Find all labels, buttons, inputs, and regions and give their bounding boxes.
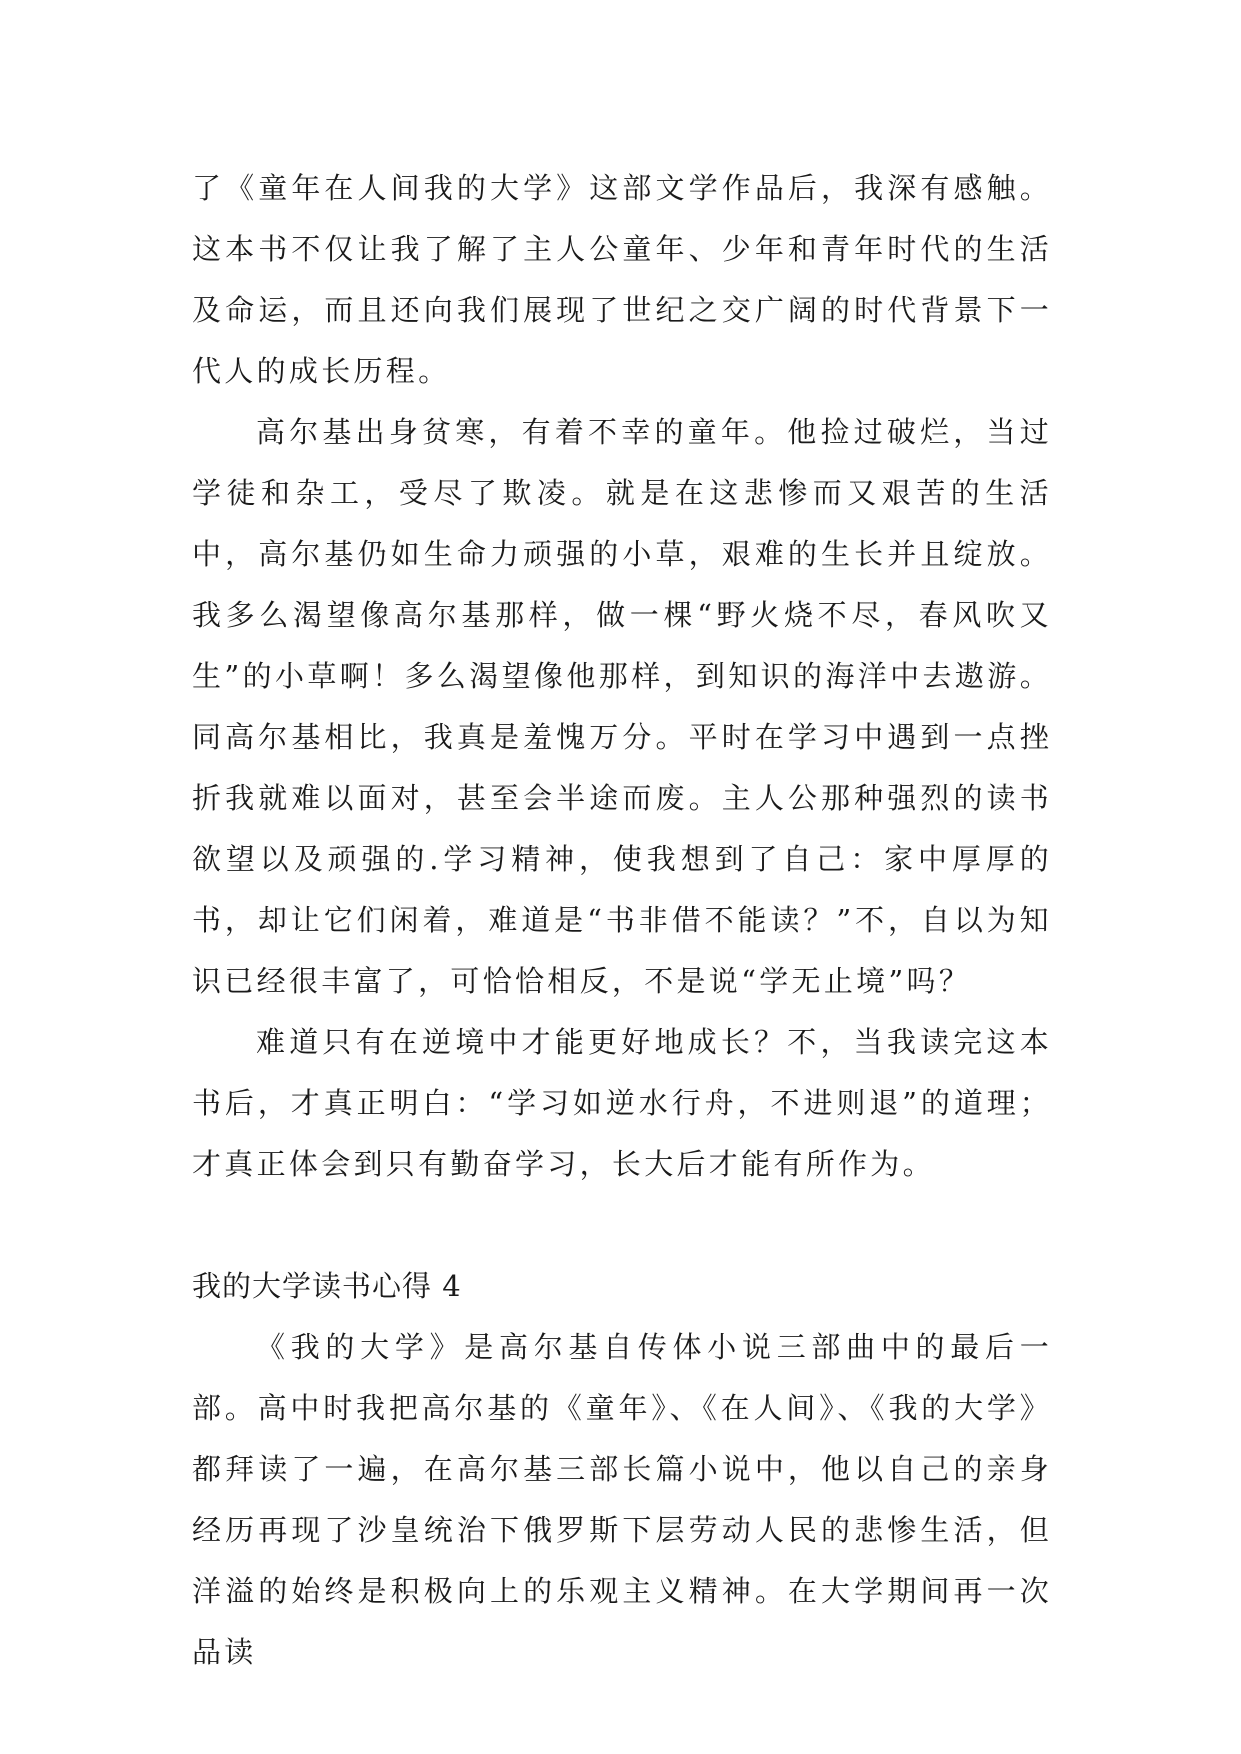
paragraph-adversity: 难道只有在逆境中才能更好地成长？不，当我读完这本书后，才真正明白：“学习如逆水行舟，不进则退”的道理；才真正体会到只有勤奋学习，长大后才能有所作为。 [192,1025,1052,1181]
paragraph-continuation: 了《童年在人间我的大学》这部文学作品后，我深有感触。这本书不仅让我了解了主人公童年、少年和青年时代的生活及命运，而且还向我们展现了世纪之交广阔的时代背景下一代人的成长历程。 [192,171,1052,388]
section-title: 我的大学读书心得 4 [192,1269,462,1303]
document-page [192,158,1052,1683]
paragraph-gorky-childhood: 高尔基出身贫寒，有着不幸的童年。他捡过破烂，当过学徒和杂工，受尽了欺凌。就是在这悲惨而又艰苦的生活中，高尔基仍如生命力顽强的小草，艰难的生长并且绽放。我多么渴望像高尔基那样，做一棵“野火烧不尽，春风吹又生”的小草啊！多么渴望像他那样，到知识的海洋中去遨游。同高尔基相比，我真是羞愧万分。平时在学习中遇到一点挫折我就难以面对，甚至会半途而废。主人公那种强烈的读书欲望以及顽强的.学习精神，使我想到了自己：家中厚厚的书，却让它们闲着，难道是“书非借不能读？”不，自以为知识已经很丰富了，可恰恰相反，不是说“学无止境”吗？ [192,415,1052,998]
paragraph-my-university: 《我的大学》是高尔基自传体小说三部曲中的最后一部。高中时我把高尔基的《童年》、《在人间》、《我的大学》都拜读了一遍，在高尔基三部长篇小说中，他以自己的亲身经历再现了沙皇统治下俄罗斯下层劳动人民的悲惨生活，但洋溢的始终是积极向上的乐观主义精神。在大学期间再一次品读 [192,1330,1052,1669]
